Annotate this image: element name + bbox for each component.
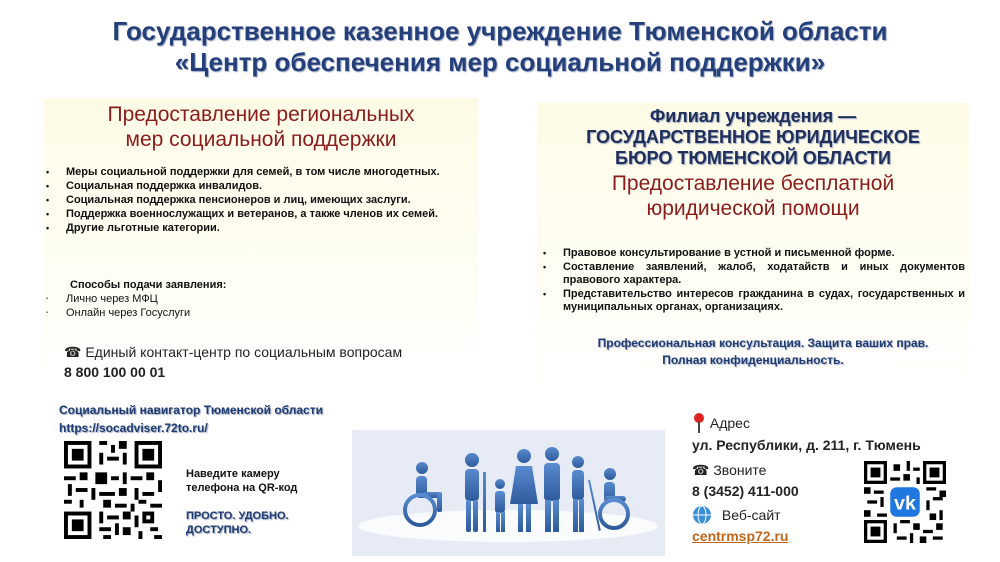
support-measures-list [66, 166, 478, 236]
list-item: • Другие льготные категории. [66, 222, 478, 235]
tagline-line-1: Профессиональная консультация. Защита ваших прав. [597, 336, 929, 350]
bureau-heading-line-2: ГОСУДАРСТВЕННОЕ ЮРИДИЧЕСКОЕ [586, 127, 920, 147]
phone-icon: ☎ [64, 344, 82, 360]
legal-aid-heading [537, 171, 969, 221]
list-item: • Составление заявлений, жалоб, ходатайств и иных документов правового характера. [563, 261, 965, 287]
navigator-url[interactable]: https://socadviser.72to.ru/ [59, 421, 208, 435]
list-item: • Правовое консультирование в устной и письменной форме. [563, 247, 965, 260]
navigator-slogan [186, 509, 289, 537]
heading-line-2: мер социальной поддержки [125, 128, 397, 151]
svg-text:vk: vk [894, 492, 916, 515]
contact-center [64, 344, 402, 361]
bureau-tagline [537, 335, 969, 369]
slogan-line-1: ПРОСТО. УДОБНО. [186, 510, 289, 522]
title-line-1: Государственное казенное учреждение Тюменской области [112, 16, 888, 46]
list-item: ▪ Онлайн через Госуслуги [66, 307, 466, 320]
phone-number[interactable]: 8 (3452) 411-000 [692, 483, 799, 499]
regional-support-panel [44, 98, 478, 390]
title-line-2: «Центр обеспечения мер социальной поддержки» [174, 47, 826, 77]
tagline-line-2: Полная конфиденциальность. [662, 353, 844, 367]
qr-instruction-line-2: телефона на QR-код [186, 482, 298, 494]
map-pin-icon [692, 413, 706, 436]
list-item: • Меры социальной поддержки для семей, в том числе многодетных. [66, 166, 478, 179]
call-block [692, 462, 766, 479]
legal-aid-line-2: юридической помощи [646, 197, 860, 220]
legal-services-list [563, 247, 965, 315]
qr-code-icon [64, 441, 162, 539]
people-with-disabilities-icon [352, 430, 665, 556]
list-item: • Социальная поддержка пенсионеров и лиц, имеющих заслуги. [66, 194, 478, 207]
methods-list [66, 293, 466, 321]
qr-instruction-line-1: Наведите камеру [186, 468, 280, 480]
list-item: ▪ Лично через МФЦ [66, 293, 466, 306]
address-label: Адрес [709, 415, 750, 432]
page-title [0, 16, 1000, 78]
address-value: ул. Республики, д. 211, г. Тюмень [692, 437, 921, 453]
accessibility-illustration [352, 430, 665, 556]
address-block [692, 413, 750, 436]
qr-instruction [186, 467, 297, 495]
phone-icon: ☎ [692, 462, 710, 478]
qr-code-icon [864, 461, 946, 543]
call-label: Звоните [713, 462, 767, 478]
contact-center-phone[interactable]: 8 800 100 00 01 [64, 364, 166, 380]
slogan-line-2: ДОСТУПНО. [186, 524, 252, 536]
legal-bureau-panel [537, 103, 969, 388]
methods-title: Способы подачи заявления: [70, 279, 227, 291]
regional-support-heading [44, 102, 478, 152]
bureau-heading-line-1: Филиал учреждения — [649, 106, 857, 126]
list-item: • Социальная поддержка инвалидов. [66, 180, 478, 193]
list-item: • Поддержка военнослужащих и ветеранов, а также членов их семей. [66, 208, 478, 221]
globe-icon [692, 505, 712, 528]
website-block [692, 505, 781, 528]
bureau-heading-line-3: БЮРО ТЮМЕНСКОЙ ОБЛАСТИ [615, 148, 891, 168]
heading-line-1: Предоставление региональных [107, 103, 415, 126]
navigator-title: Социальный навигатор Тюменской области [59, 403, 323, 417]
contact-center-label: Единый контакт-центр по социальным вопросам [85, 344, 403, 360]
website-link[interactable]: centrmsp72.ru [692, 528, 789, 544]
bureau-heading [537, 106, 969, 169]
website-label: Веб-сайт [721, 507, 781, 524]
vk-qr-code[interactable] [864, 461, 946, 543]
navigator-qr-code[interactable] [64, 441, 162, 539]
list-item: • Представительство интересов гражданина в судах, государственных и муниципальных органах, организациях. [563, 288, 965, 314]
legal-aid-line-1: Предоставление бесплатной [611, 172, 895, 195]
